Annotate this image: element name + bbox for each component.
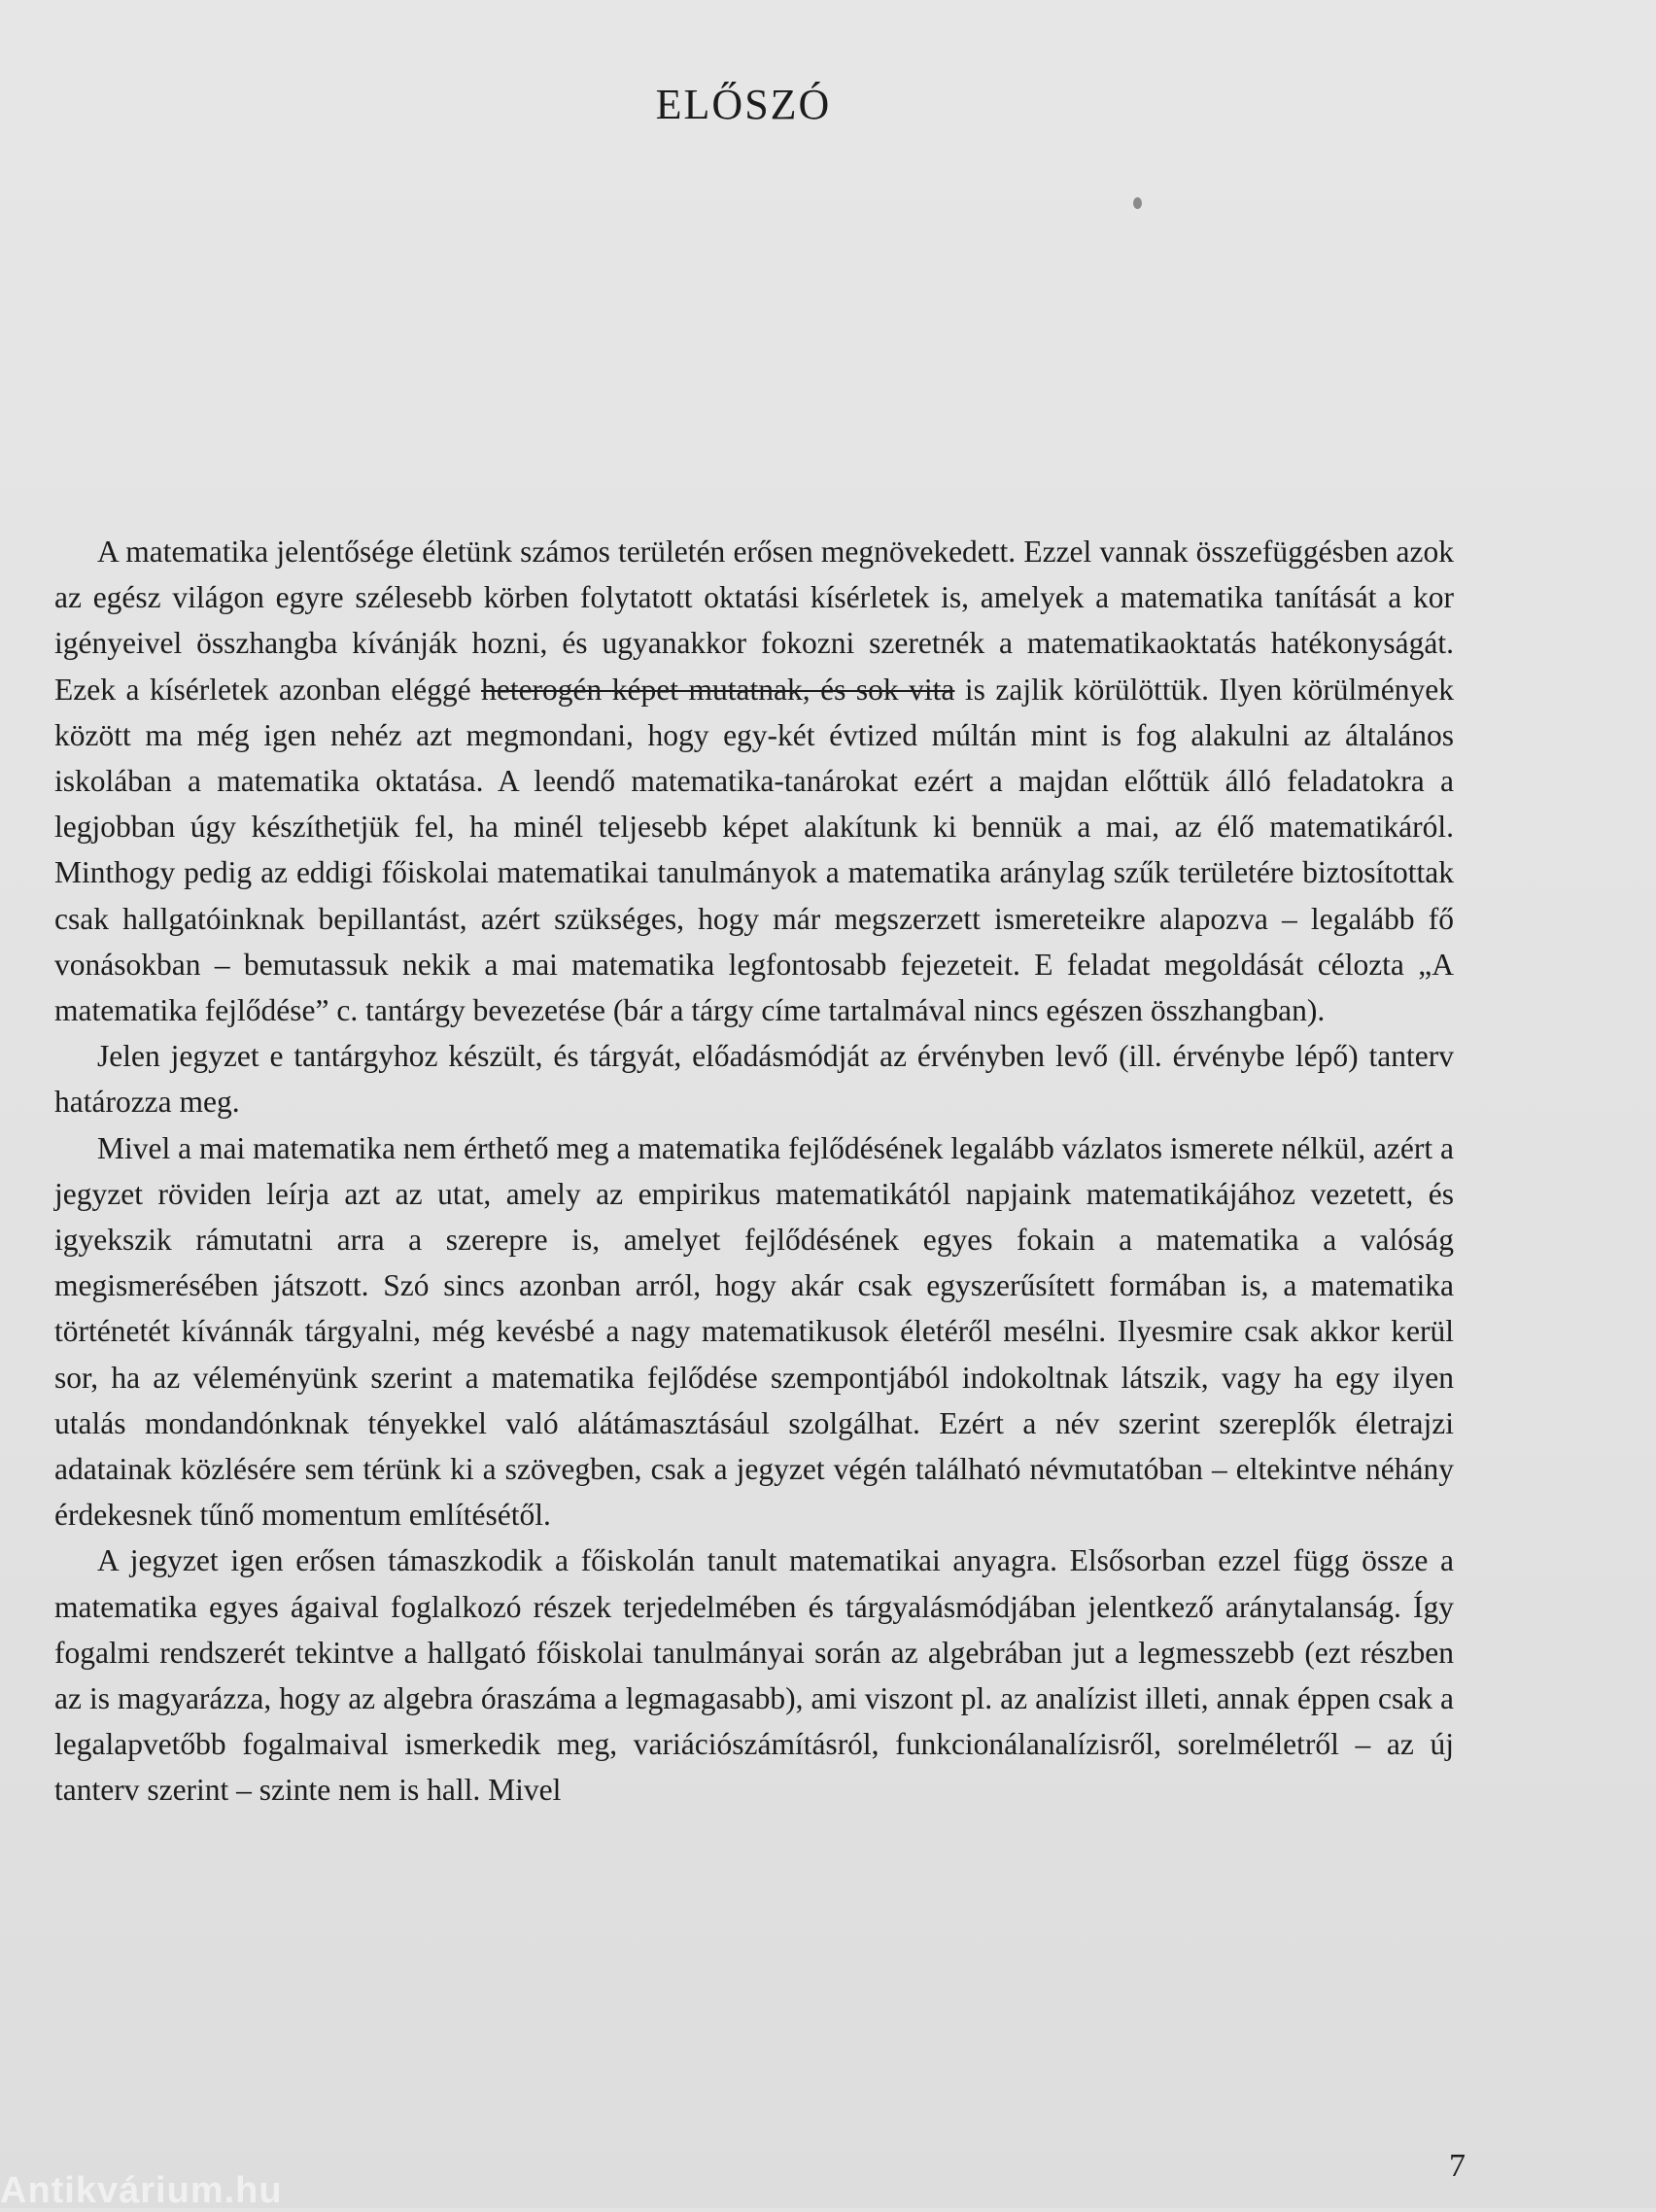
- print-speck-dot: [1133, 197, 1142, 209]
- paragraph-2: Jelen jegyzet e tantárgyhoz készült, és tárgyát, előadásmódját az érvényben levő (ill. érvénybe lépő) tanterv határozza meg.: [54, 1039, 1454, 1120]
- paragraph-4: A jegyzet igen erősen támaszkodik a főiskolán tanult matematikai anyagra. Elsősorban ezzel függ össze a matematika egyes ágaival foglalkozó részek terjedelmében és tárgyalásmódjában jelentkező aránytalanság. Így fogalmi rendszerét tekintve a hallgató főiskolai tanulmányai során az algebrában jut a legmesszebb (ezt részben az is magyarázza, hogy az algebra óraszáma a legmagasabb), ami viszont pl. az analízist illeti, annak éppen csak a legalapvetőbb fogalmaival ismerkedik meg, variációszámításról, funkcionálanalízisről, sorelméletről – az új tanterv szerint – szinte nem is hall. Mivel: [54, 1543, 1454, 1808]
- page-number: 7: [1449, 2148, 1466, 2184]
- struck-through-text: heterogén képet mutatnak, és sok vita: [481, 672, 955, 707]
- body-text: [54, 529, 1454, 1814]
- watermark: Antikvárium.hu: [0, 2170, 283, 2211]
- paragraph-1-part-2: is zajlik körülöttük. Ilyen körülmények között ma még igen nehéz azt megmondani, hogy egy-két évtized múltán mint is fog alakulni az általános iskolában a matematika oktatása. A leendő matematika-tanárokat ezért a majdan előttük álló feladatokra a legjobban úgy készíthetjük fel, ha minél teljesebb képet alakítunk ki bennük a mai, az élő matematikáról. Minthogy pedig az eddigi főiskolai matematikai tanulmányok a matematika aránylag szűk területére biztosítottak csak hallgatóinknak bepillantást, azért szükséges, hogy már megszerzett ismereteikre alapozva – legalább fő vonásokban – bemutassuk nekik a mai matematika legfontosabb fejezeteit. E feladat megoldását célozta „A matematika fejlődése” c. tantárgy bevezetése (bár a tárgy címe tartalmával nincs egészen összhangban).: [54, 672, 1454, 1028]
- paragraph-1-part-1: A matematika jelentősége életünk számos területén erősen megnövekedett. Ezzel vannak összefüggésben azok az egész világon egyre szélesebb körben folytatott oktatási kísérletek is, amelyek a matematika tanítását a kor igényeivel összhangba kívánják hozni, és ugyanakkor fokozni szeretnék a matematikaoktatás hatékonyságát. Ezek a kísérletek azonban eléggé: [54, 535, 1454, 707]
- paragraph-1: [54, 529, 1454, 1033]
- page-title: ELŐSZÓ: [655, 81, 832, 128]
- paragraph-3: Mivel a mai matematika nem érthető meg a matematika fejlődésének legalább vázlatos ismerete nélkül, azért a jegyzet röviden leírja azt az utat, amely az empirikus matematikától napjaink matematikájához vezetett, és igyekszik rámutatni arra a szerepre is, amelyet fejlődésének egyes fokain a matematika a valóság megismerésében játszott. Szó sincs azonban arról, hogy akár csak egyszerűsített formában is, a matematika történetét kívánnák tárgyalni, még kevésbé a nagy matematikusok életéről mesélni. Ilyesmire csak akkor kerül sor, ha az véleményünk szerint a matematika fejlődése szempontjából indokoltnak látszik, vagy ha egy ilyen utalás mondandónknak tényekkel való alátámasztásául szolgálhat. Ezért a név szerint szereplők életrajzi adatainak közlésére sem térünk ki a szövegben, csak a jegyzet végén található névmutatóban – eltekintve néhány érdekesnek tűnő momentum említésétől.: [54, 1130, 1454, 1533]
